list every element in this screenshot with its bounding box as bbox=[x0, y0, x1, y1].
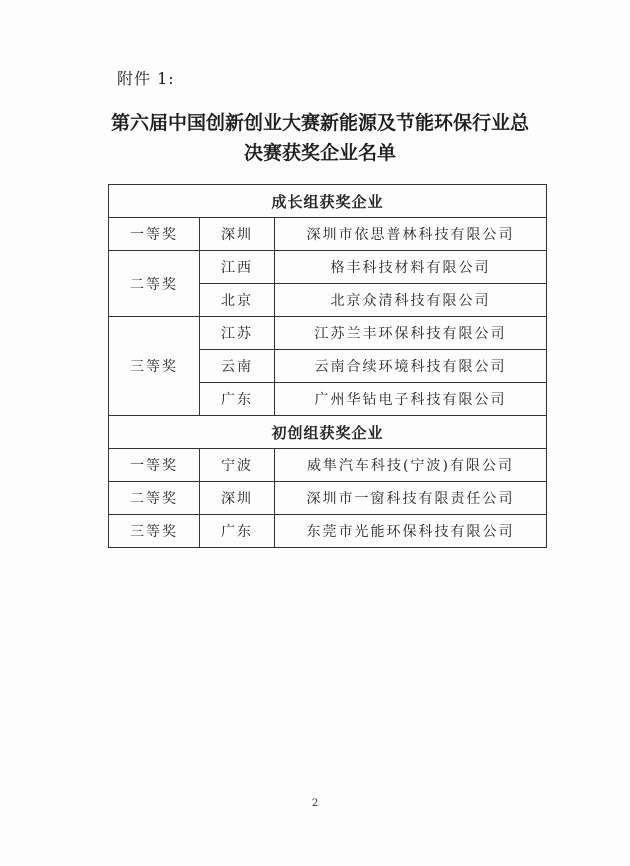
awards-table bbox=[108, 184, 547, 548]
group-header-row bbox=[109, 416, 547, 449]
company-cell: 深圳市依思普林科技有限公司 bbox=[275, 218, 547, 251]
award-cell: 一等奖 bbox=[109, 449, 200, 482]
group-heading-startup: 初创组获奖企业 bbox=[109, 416, 547, 449]
title-line-2: 决赛获奖企业名单 bbox=[243, 142, 396, 164]
award-cell: 一等奖 bbox=[109, 218, 200, 251]
page-number: 2 bbox=[311, 798, 319, 809]
award-cell: 二等奖 bbox=[109, 251, 200, 317]
table-row bbox=[109, 449, 547, 482]
region-cell: 江西 bbox=[200, 251, 275, 284]
company-cell: 东莞市光能环保科技有限公司 bbox=[275, 515, 547, 548]
company-cell: 威隼汽车科技(宁波)有限公司 bbox=[275, 449, 547, 482]
region-cell: 深圳 bbox=[200, 482, 275, 515]
table-row bbox=[109, 317, 547, 350]
company-cell: 深圳市一窗科技有限责任公司 bbox=[275, 482, 547, 515]
company-cell: 北京众清科技有限公司 bbox=[275, 284, 547, 317]
region-cell: 宁波 bbox=[200, 449, 275, 482]
attachment-label: 附件 1: bbox=[117, 69, 175, 88]
award-cell: 三等奖 bbox=[109, 317, 200, 416]
table-row bbox=[109, 482, 547, 515]
table-row bbox=[109, 218, 547, 251]
region-cell: 云南 bbox=[200, 350, 275, 383]
region-cell: 北京 bbox=[200, 284, 275, 317]
company-cell: 格丰科技材料有限公司 bbox=[275, 251, 547, 284]
group-header-row bbox=[109, 185, 547, 218]
company-cell: 云南合续环境科技有限公司 bbox=[275, 350, 547, 383]
table-row bbox=[109, 515, 547, 548]
region-cell: 江苏 bbox=[200, 317, 275, 350]
award-cell: 三等奖 bbox=[109, 515, 200, 548]
region-cell: 广东 bbox=[200, 383, 275, 416]
group-heading-growth: 成长组获奖企业 bbox=[109, 185, 547, 218]
award-cell: 二等奖 bbox=[109, 482, 200, 515]
page-title bbox=[60, 108, 580, 168]
company-cell: 江苏兰丰环保科技有限公司 bbox=[275, 317, 547, 350]
region-cell: 深圳 bbox=[200, 218, 275, 251]
title-line-1: 第六届中国创新创业大赛新能源及节能环保行业总 bbox=[110, 112, 529, 134]
company-cell: 广州华钻电子科技有限公司 bbox=[275, 383, 547, 416]
table-row bbox=[109, 251, 547, 284]
region-cell: 广东 bbox=[200, 515, 275, 548]
